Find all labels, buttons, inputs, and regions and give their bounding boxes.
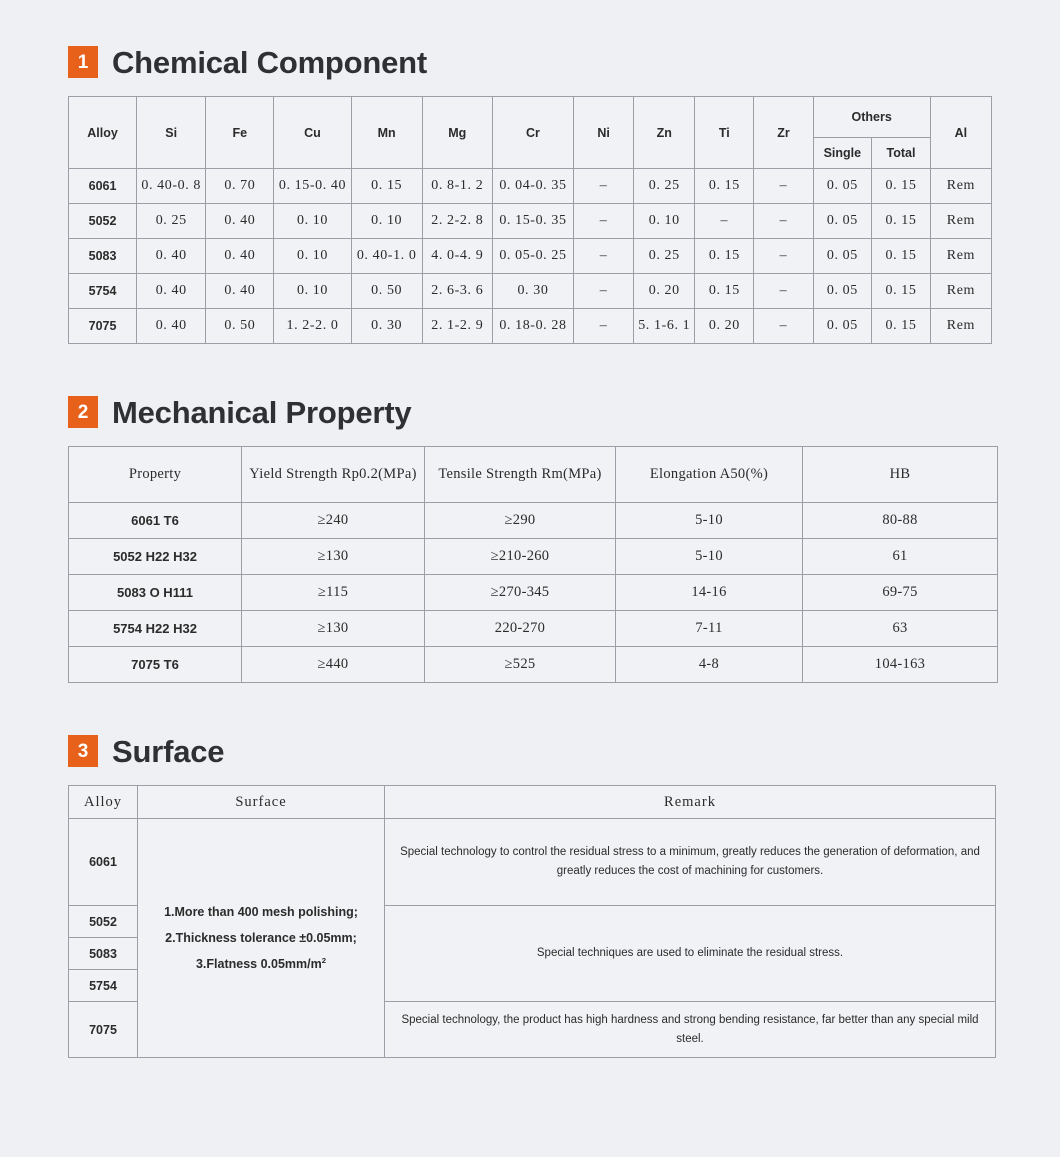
- cell-property: 6061 T6: [69, 503, 242, 539]
- cell-hb: 104-163: [803, 647, 998, 683]
- table-row: [69, 647, 998, 683]
- cell-al: Rem: [930, 309, 991, 344]
- cell-alloy: 6061: [69, 169, 137, 204]
- table-row: [69, 503, 998, 539]
- cell-zr: –: [754, 309, 813, 344]
- cell-others-total: 0. 15: [872, 204, 931, 239]
- column-header-elongation: Elongation A50(%): [616, 447, 803, 503]
- cell-property: 5083 O H111: [69, 575, 242, 611]
- cell-ti: 0. 15: [695, 274, 754, 309]
- cell-ti: –: [695, 204, 754, 239]
- cell-others-single: 0. 05: [813, 309, 872, 344]
- cell-tensile: ≥210-260: [425, 539, 616, 575]
- cell-zn: 0. 10: [634, 204, 695, 239]
- mechanical-property-table: [68, 446, 998, 683]
- cell-ni: –: [574, 204, 634, 239]
- cell-zn: 0. 25: [634, 169, 695, 204]
- table-row: [69, 539, 998, 575]
- cell-fe: 0. 40: [206, 239, 274, 274]
- cell-ni: –: [574, 169, 634, 204]
- section-spacer: [0, 683, 1060, 735]
- table-row: [69, 274, 992, 309]
- column-header-ti: Ti: [695, 97, 754, 169]
- table-row: [69, 204, 992, 239]
- table-row: [69, 611, 998, 647]
- cell-hb: 69-75: [803, 575, 998, 611]
- cell-ni: –: [574, 274, 634, 309]
- cell-ti: 0. 15: [695, 169, 754, 204]
- top-spacer: [0, 0, 1060, 46]
- cell-alloy: 7075: [69, 1002, 138, 1058]
- cell-mn: 0. 50: [351, 274, 422, 309]
- cell-remark: Special technology to control the residual stress to a minimum, greatly reduces the generation of deformation, and greatly reduces the cost of machining for customers.: [385, 819, 996, 906]
- cell-tensile: ≥525: [425, 647, 616, 683]
- column-header-zr: Zr: [754, 97, 813, 169]
- surface-line-1: 1.More than 400 mesh polishing;: [164, 904, 358, 919]
- table-row: [69, 819, 996, 906]
- cell-mg: 0. 8-1. 2: [422, 169, 492, 204]
- cell-mg: 2. 6-3. 6: [422, 274, 492, 309]
- table-header-row: [69, 97, 992, 138]
- section-spacer: [0, 344, 1060, 396]
- cell-yield: ≥130: [242, 611, 425, 647]
- section-number-badge: 3: [68, 735, 98, 767]
- cell-alloy: 6061: [69, 819, 138, 906]
- cell-zn: 0. 25: [634, 239, 695, 274]
- cell-property: 7075 T6: [69, 647, 242, 683]
- section-number-badge: 2: [68, 396, 98, 428]
- superscript-unit: 2: [321, 955, 327, 965]
- cell-zr: –: [754, 274, 813, 309]
- column-header-mg: Mg: [422, 97, 492, 169]
- cell-alloy: 7075: [69, 309, 137, 344]
- cell-property: 5754 H22 H32: [69, 611, 242, 647]
- column-header-others: Others: [813, 97, 930, 138]
- cell-cr: 0. 04-0. 35: [492, 169, 573, 204]
- cell-mn: 0. 15: [351, 169, 422, 204]
- cell-elongation: 7-11: [616, 611, 803, 647]
- cell-fe: 0. 50: [206, 309, 274, 344]
- cell-others-single: 0. 05: [813, 239, 872, 274]
- column-header-ni: Ni: [574, 97, 634, 169]
- cell-others-single: 0. 05: [813, 204, 872, 239]
- surface-table: [68, 785, 996, 1058]
- cell-cr: 0. 18-0. 28: [492, 309, 573, 344]
- cell-si: 0. 25: [137, 204, 206, 239]
- cell-cu: 0. 10: [274, 239, 351, 274]
- cell-alloy: 5052: [69, 906, 138, 938]
- table-row: [69, 309, 992, 344]
- column-header-alloy: Alloy: [69, 97, 137, 169]
- cell-elongation: 5-10: [616, 539, 803, 575]
- cell-cu: 0. 15-0. 40: [274, 169, 351, 204]
- cell-zr: –: [754, 204, 813, 239]
- page-title: Mechanical Property: [112, 394, 412, 430]
- cell-al: Rem: [930, 274, 991, 309]
- column-header-others-total: Total: [872, 138, 931, 169]
- column-header-al: Al: [930, 97, 991, 169]
- cell-yield: ≥130: [242, 539, 425, 575]
- cell-zr: –: [754, 239, 813, 274]
- table-row: [69, 575, 998, 611]
- cell-ni: –: [574, 239, 634, 274]
- cell-remark: Special technology, the product has high hardness and strong bending resistance, far better than any special mild steel.: [385, 1002, 996, 1058]
- cell-al: Rem: [930, 169, 991, 204]
- chemical-component-table: [68, 96, 992, 344]
- cell-cu: 0. 10: [274, 204, 351, 239]
- column-header-cr: Cr: [492, 97, 573, 169]
- cell-al: Rem: [930, 239, 991, 274]
- section-number-badge: 1: [68, 46, 98, 78]
- cell-zn: 0. 20: [634, 274, 695, 309]
- cell-tensile: ≥270-345: [425, 575, 616, 611]
- column-header-surface: Surface: [138, 786, 385, 819]
- cell-alloy: 5083: [69, 239, 137, 274]
- cell-ni: –: [574, 309, 634, 344]
- column-header-cu: Cu: [274, 97, 351, 169]
- column-header-yield: Yield Strength Rp0.2(MPa): [242, 447, 425, 503]
- cell-property: 5052 H22 H32: [69, 539, 242, 575]
- cell-surface-spec: [138, 819, 385, 1058]
- table-row: [69, 169, 992, 204]
- cell-si: 0. 40: [137, 239, 206, 274]
- cell-zr: –: [754, 169, 813, 204]
- column-header-others-single: Single: [813, 138, 872, 169]
- column-header-alloy: Alloy: [69, 786, 138, 819]
- cell-others-total: 0. 15: [872, 309, 931, 344]
- cell-cr: 0. 30: [492, 274, 573, 309]
- section-heading-surface: [68, 735, 1060, 767]
- cell-si: 0. 40: [137, 274, 206, 309]
- column-header-hb: HB: [803, 447, 998, 503]
- section-heading-mechanical-property: [68, 396, 1060, 428]
- cell-others-single: 0. 05: [813, 169, 872, 204]
- column-header-fe: Fe: [206, 97, 274, 169]
- cell-mg: 2. 2-2. 8: [422, 204, 492, 239]
- cell-cr: 0. 15-0. 35: [492, 204, 573, 239]
- cell-elongation: 5-10: [616, 503, 803, 539]
- cell-tensile: ≥290: [425, 503, 616, 539]
- section-heading-chemical-component: [68, 46, 1060, 78]
- cell-cu: 0. 10: [274, 274, 351, 309]
- cell-yield: ≥440: [242, 647, 425, 683]
- cell-others-total: 0. 15: [872, 169, 931, 204]
- cell-elongation: 14-16: [616, 575, 803, 611]
- cell-alloy: 5083: [69, 938, 138, 970]
- cell-cu: 1. 2-2. 0: [274, 309, 351, 344]
- column-header-mn: Mn: [351, 97, 422, 169]
- cell-tensile: 220-270: [425, 611, 616, 647]
- cell-elongation: 4-8: [616, 647, 803, 683]
- cell-mg: 2. 1-2. 9: [422, 309, 492, 344]
- cell-alloy: 5754: [69, 970, 138, 1002]
- column-header-remark: Remark: [385, 786, 996, 819]
- page-title: Surface: [112, 733, 225, 769]
- cell-others-total: 0. 15: [872, 274, 931, 309]
- cell-mn: 0. 30: [351, 309, 422, 344]
- column-header-zn: Zn: [634, 97, 695, 169]
- table-header-row: [69, 786, 996, 819]
- cell-ti: 0. 15: [695, 239, 754, 274]
- cell-ti: 0. 20: [695, 309, 754, 344]
- page-title: Chemical Component: [112, 44, 428, 80]
- cell-si: 0. 40: [137, 309, 206, 344]
- cell-al: Rem: [930, 204, 991, 239]
- cell-mn: 0. 40-1. 0: [351, 239, 422, 274]
- column-header-si: Si: [137, 97, 206, 169]
- cell-others-single: 0. 05: [813, 274, 872, 309]
- cell-fe: 0. 40: [206, 274, 274, 309]
- column-header-property: Property: [69, 447, 242, 503]
- cell-alloy: 5754: [69, 274, 137, 309]
- cell-cr: 0. 05-0. 25: [492, 239, 573, 274]
- cell-hb: 80-88: [803, 503, 998, 539]
- cell-fe: 0. 70: [206, 169, 274, 204]
- table-row: [69, 239, 992, 274]
- cell-mn: 0. 10: [351, 204, 422, 239]
- cell-fe: 0. 40: [206, 204, 274, 239]
- cell-mg: 4. 0-4. 9: [422, 239, 492, 274]
- surface-line-2: 2.Thickness tolerance ±0.05mm;: [165, 930, 357, 945]
- cell-zn: 5. 1-6. 1: [634, 309, 695, 344]
- cell-hb: 63: [803, 611, 998, 647]
- cell-yield: ≥115: [242, 575, 425, 611]
- cell-si: 0. 40-0. 8: [137, 169, 206, 204]
- cell-yield: ≥240: [242, 503, 425, 539]
- column-header-tensile: Tensile Strength Rm(MPa): [425, 447, 616, 503]
- cell-alloy: 5052: [69, 204, 137, 239]
- cell-remark: Special techniques are used to eliminate the residual stress.: [385, 906, 996, 1002]
- table-header-row: [69, 447, 998, 503]
- cell-hb: 61: [803, 539, 998, 575]
- cell-others-total: 0. 15: [872, 239, 931, 274]
- surface-line-3: 3.Flatness $0.05mm/m^2$: [195, 955, 327, 972]
